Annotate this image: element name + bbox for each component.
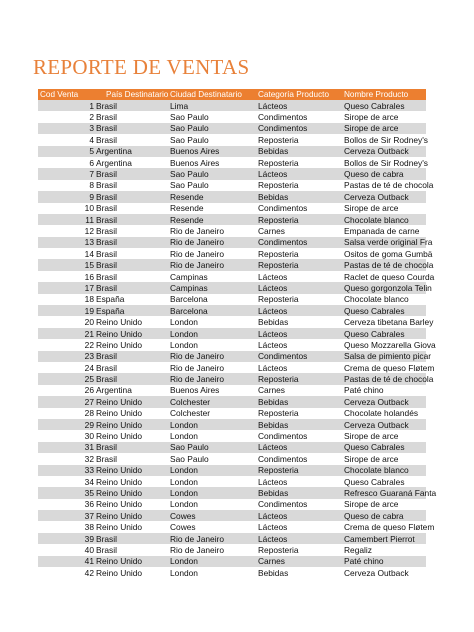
cell-pais: Reino Unido [96, 339, 143, 350]
table-row [38, 385, 426, 396]
cell-pais: Brasil [96, 169, 117, 180]
cell-pais: Argentina [96, 157, 132, 168]
cell-ciudad: Sao Paulo [170, 169, 209, 180]
cell-ciudad: Rio de Janeiro [170, 544, 225, 555]
report-title: REPORTE DE VENTAS [33, 55, 250, 79]
table-row [38, 453, 426, 464]
cell-categoria: Lácteos [258, 442, 288, 453]
cell-ciudad: Lima [170, 100, 189, 111]
cell-producto: Pastas de té de chocola [344, 374, 434, 385]
cell-producto: Queso Cabrales [344, 100, 405, 111]
cell-ciudad: London [170, 317, 198, 328]
cell-ciudad: London [170, 328, 198, 339]
cell-pais: Brasil [96, 191, 117, 202]
cell-cod-venta: 2 [89, 112, 94, 123]
table-row [38, 271, 435, 282]
cell-ciudad: Sao Paulo [170, 453, 209, 464]
cell-cod-venta: 9 [89, 191, 94, 202]
cell-categoria: Lácteos [258, 476, 288, 487]
table-row [38, 442, 426, 453]
table-row [38, 237, 433, 248]
cell-categoria: Condimentos [258, 123, 308, 134]
cell-cod-venta: 12 [84, 225, 94, 236]
cell-categoria: Lácteos [258, 510, 288, 521]
cell-ciudad: Resende [170, 214, 204, 225]
cell-producto: Sirope de arce [344, 453, 399, 464]
cell-cod-venta: 25 [84, 374, 94, 385]
cell-cod-venta: 38 [84, 522, 94, 533]
cell-cod-venta: 28 [84, 408, 94, 419]
cell-ciudad: London [170, 556, 198, 567]
cell-cod-venta: 27 [84, 396, 94, 407]
cell-producto: Bollos de Sir Rodney's [344, 134, 428, 145]
cell-categoria: Carnes [258, 225, 285, 236]
cell-producto: Cerveza Outback [344, 419, 409, 430]
table-row [38, 305, 426, 316]
cell-ciudad: London [170, 499, 198, 510]
table-header [38, 89, 426, 100]
cell-ciudad: Rio de Janeiro [170, 248, 225, 259]
cell-producto: Cerveza Outback [344, 146, 409, 157]
table-row [38, 294, 426, 305]
column-header-ciudad: Ciudad Destinatario [170, 90, 242, 99]
cell-pais: Reino Unido [96, 487, 143, 498]
cell-categoria: Carnes [258, 556, 285, 567]
cell-categoria: Bebidas [258, 317, 289, 328]
table-row [38, 339, 436, 350]
cell-categoria: Condimentos [258, 351, 308, 362]
cell-categoria: Lácteos [258, 282, 288, 293]
cell-categoria: Lácteos [258, 522, 288, 533]
cell-producto: Camembert Pierrot [344, 533, 415, 544]
table-row [38, 487, 437, 498]
cell-producto: Chocolate blanco [344, 465, 409, 476]
cell-ciudad: London [170, 476, 198, 487]
table-row [38, 396, 426, 407]
cell-ciudad: Barcelona [170, 305, 208, 316]
cell-cod-venta: 29 [84, 419, 94, 430]
column-header-pais: País Destinatario [106, 90, 169, 99]
cell-ciudad: London [170, 465, 198, 476]
cell-cod-venta: 6 [89, 157, 94, 168]
cell-pais: Brasil [96, 100, 117, 111]
cell-pais: Reino Unido [96, 419, 143, 430]
cell-producto: Chocolate holandés [344, 408, 419, 419]
cell-pais: Brasil [96, 203, 117, 214]
cell-cod-venta: 41 [84, 556, 94, 567]
table-row [38, 111, 426, 122]
cell-ciudad: Rio de Janeiro [170, 225, 225, 236]
cell-cod-venta: 39 [84, 533, 94, 544]
cell-pais: Brasil [96, 237, 117, 248]
cell-producto: Empanada de carne [344, 225, 420, 236]
cell-pais: Brasil [96, 453, 117, 464]
table-row [38, 408, 426, 419]
cell-categoria: Reposteria [258, 248, 299, 259]
cell-cod-venta: 7 [89, 169, 94, 180]
cell-ciudad: Resende [170, 191, 204, 202]
cell-cod-venta: 5 [89, 146, 94, 157]
cell-pais: Brasil [96, 225, 117, 236]
cell-ciudad: Campinas [170, 271, 208, 282]
cell-categoria: Condimentos [258, 431, 308, 442]
cell-pais: Reino Unido [96, 408, 143, 419]
cell-pais: Reino Unido [96, 396, 143, 407]
table-row [38, 134, 426, 145]
cell-categoria: Reposteria [258, 180, 299, 191]
table-row [38, 248, 433, 259]
cell-pais: Reino Unido [96, 567, 143, 578]
cell-cod-venta: 1 [89, 100, 94, 111]
cell-pais: Brasil [96, 271, 117, 282]
cell-pais: Brasil [96, 374, 117, 385]
cell-producto: Salsa verde original Fra [344, 237, 433, 248]
cell-producto: Ositos de goma Gumbä [344, 248, 433, 259]
cell-pais: Brasil [96, 362, 117, 373]
cell-categoria: Reposteria [258, 157, 299, 168]
cell-ciudad: Campinas [170, 282, 208, 293]
cell-pais: Reino Unido [96, 556, 143, 567]
cell-cod-venta: 20 [84, 317, 94, 328]
cell-pais: Reino Unido [96, 328, 143, 339]
cell-ciudad: London [170, 487, 198, 498]
cell-ciudad: Colchester [170, 396, 211, 407]
table-row [38, 328, 426, 339]
cell-producto: Regaliz [344, 544, 372, 555]
cell-pais: Argentina [96, 385, 132, 396]
table-row [38, 362, 435, 373]
cell-ciudad: Rio de Janeiro [170, 237, 225, 248]
cell-producto: Cerveza Outback [344, 396, 409, 407]
sales-table [38, 89, 437, 578]
cell-producto: Sirope de arce [344, 431, 399, 442]
cell-producto: Salsa de pimiento picar [344, 351, 432, 362]
cell-pais: Brasil [96, 112, 117, 123]
cell-ciudad: Buenos Aires [170, 146, 220, 157]
cell-categoria: Bebidas [258, 487, 289, 498]
cell-ciudad: London [170, 567, 198, 578]
cell-cod-venta: 16 [84, 271, 94, 282]
table-row [38, 521, 435, 533]
cell-pais: Brasil [96, 260, 117, 271]
cell-cod-venta: 40 [84, 544, 94, 555]
cell-categoria: Bebidas [258, 146, 289, 157]
cell-producto: Sirope de arce [344, 203, 399, 214]
cell-cod-venta: 30 [84, 431, 94, 442]
cell-categoria: Lácteos [258, 328, 288, 339]
cell-producto: Queso Cabrales [344, 328, 405, 339]
cell-producto: Queso gorgonzola Telin [344, 282, 432, 293]
cell-cod-venta: 21 [84, 328, 94, 339]
table-row [38, 499, 426, 510]
cell-producto: Cerveza tibetana Barley [344, 317, 434, 328]
cell-ciudad: Cowes [170, 510, 196, 521]
cell-categoria: Bebidas [258, 567, 289, 578]
cell-producto: Pastas de té de chocola [344, 260, 434, 271]
table-row [38, 567, 426, 578]
cell-cod-venta: 26 [84, 385, 94, 396]
cell-cod-venta: 19 [84, 305, 94, 316]
cell-cod-venta: 32 [84, 453, 94, 464]
cell-cod-venta: 34 [84, 476, 94, 487]
cell-categoria: Reposteria [258, 374, 299, 385]
cell-categoria: Condimentos [258, 237, 308, 248]
cell-ciudad: Rio de Janeiro [170, 260, 225, 271]
table-row [38, 203, 426, 214]
cell-pais: Reino Unido [96, 317, 143, 328]
cell-ciudad: Sao Paulo [170, 134, 209, 145]
cell-categoria: Condimentos [258, 499, 308, 510]
cell-pais: Brasil [96, 248, 117, 259]
cell-pais: Brasil [96, 282, 117, 293]
cell-ciudad: Sao Paulo [170, 442, 209, 453]
cell-categoria: Condimentos [258, 112, 308, 123]
cell-producto: Queso de cabra [344, 169, 404, 180]
table-row [38, 191, 426, 202]
cell-categoria: Lácteos [258, 305, 288, 316]
cell-producto: Sirope de arce [344, 499, 399, 510]
cell-cod-venta: 11 [85, 214, 94, 225]
cell-pais: España [96, 305, 125, 316]
cell-cod-venta: 23 [84, 351, 94, 362]
table-row [38, 168, 426, 179]
cell-ciudad: Buenos Aires [170, 385, 220, 396]
cell-categoria: Carnes [258, 385, 285, 396]
table-row [38, 510, 426, 521]
cell-cod-venta: 31 [84, 442, 94, 453]
cell-producto: Chocolate blanco [344, 294, 409, 305]
cell-producto: Paté chino [344, 556, 384, 567]
cell-categoria: Reposteria [258, 260, 299, 271]
cell-ciudad: London [170, 431, 198, 442]
cell-cod-venta: 36 [84, 499, 94, 510]
cell-producto: Sirope de arce [344, 123, 399, 134]
cell-categoria: Reposteria [258, 408, 299, 419]
cell-producto: Paté chino [344, 385, 384, 396]
table-row [38, 544, 426, 555]
cell-ciudad: Barcelona [170, 294, 208, 305]
cell-cod-venta: 14 [84, 248, 94, 259]
cell-producto: Sirope de arce [344, 112, 399, 123]
table-row [38, 351, 432, 362]
cell-categoria: Lácteos [258, 169, 288, 180]
table-body [38, 100, 437, 578]
cell-ciudad: Cowes [170, 522, 196, 533]
cell-cod-venta: 17 [84, 282, 94, 293]
cell-cod-venta: 42 [84, 567, 94, 578]
table-row [38, 214, 426, 225]
cell-pais: Brasil [96, 123, 117, 134]
cell-pais: Brasil [96, 544, 117, 555]
cell-pais: Reino Unido [96, 465, 143, 476]
cell-producto: Queso Cabrales [344, 305, 405, 316]
table-row [38, 123, 426, 134]
cell-ciudad: Rio de Janeiro [170, 533, 225, 544]
table-row [38, 146, 426, 157]
cell-producto: Queso Cabrales [344, 442, 405, 453]
cell-producto: Refresco Guaraná Fanta [344, 487, 437, 498]
cell-producto: Cerveza Outback [344, 191, 409, 202]
cell-producto: Queso Mozzarella Giova [344, 339, 436, 350]
table-row [38, 225, 426, 236]
cell-cod-venta: 24 [84, 362, 94, 373]
cell-producto: Queso Cabrales [344, 476, 405, 487]
table-row [38, 316, 434, 328]
cell-pais: Brasil [96, 180, 117, 191]
cell-categoria: Condimentos [258, 203, 308, 214]
cell-categoria: Lácteos [258, 362, 288, 373]
cell-categoria: Reposteria [258, 544, 299, 555]
cell-pais: Reino Unido [96, 431, 143, 442]
cell-cod-venta: 3 [89, 123, 94, 134]
table-row [38, 476, 426, 487]
table-row [38, 157, 426, 168]
cell-categoria: Bebidas [258, 191, 289, 202]
cell-pais: Brasil [96, 442, 117, 453]
cell-cod-venta: 8 [89, 180, 94, 191]
cell-categoria: Bebidas [258, 419, 289, 430]
cell-producto: Pastas de té de chocola [344, 180, 434, 191]
cell-categoria: Lácteos [258, 100, 288, 111]
cell-cod-venta: 13 [84, 237, 94, 248]
column-header-producto: Nombre Producto [344, 90, 409, 99]
cell-ciudad: Rio de Janeiro [170, 351, 225, 362]
cell-cod-venta: 22 [84, 339, 94, 350]
table-row [38, 533, 426, 544]
cell-pais: Brasil [96, 533, 117, 544]
cell-cod-venta: 33 [84, 465, 94, 476]
cell-producto: Cerveza Outback [344, 567, 409, 578]
cell-ciudad: Sao Paulo [170, 112, 209, 123]
table-row [38, 100, 426, 111]
cell-cod-venta: 18 [84, 294, 94, 305]
table-row [38, 373, 434, 385]
cell-pais: Reino Unido [96, 510, 143, 521]
cell-ciudad: Colchester [170, 408, 211, 419]
table-row [38, 180, 434, 191]
table-row [38, 430, 426, 441]
table-row [38, 556, 426, 567]
cell-pais: España [96, 294, 125, 305]
column-header-cod-venta: Cod Venta [40, 90, 79, 99]
cell-cod-venta: 10 [84, 203, 94, 214]
cell-pais: Brasil [96, 134, 117, 145]
cell-producto: Raclet de queso Courda [344, 271, 435, 282]
cell-pais: Reino Unido [96, 499, 143, 510]
cell-producto: Queso de cabra [344, 510, 404, 521]
cell-categoria: Reposteria [258, 465, 299, 476]
cell-ciudad: London [170, 339, 198, 350]
cell-ciudad: Buenos Aires [170, 157, 220, 168]
cell-cod-venta: 35 [84, 487, 94, 498]
cell-cod-venta: 37 [84, 510, 94, 521]
cell-pais: Argentina [96, 146, 132, 157]
cell-ciudad: Rio de Janeiro [170, 374, 225, 385]
cell-pais: Brasil [96, 351, 117, 362]
cell-pais: Brasil [96, 214, 117, 225]
cell-ciudad: Resende [170, 203, 204, 214]
cell-pais: Reino Unido [96, 522, 143, 533]
cell-pais: Reino Unido [96, 476, 143, 487]
cell-ciudad: London [170, 419, 198, 430]
cell-categoria: Condimentos [258, 453, 308, 464]
cell-producto: Chocolate blanco [344, 214, 409, 225]
table-row [38, 419, 426, 430]
cell-producto: Crema de queso Fløtem [344, 362, 435, 373]
cell-categoria: Lácteos [258, 533, 288, 544]
table-row [38, 259, 434, 271]
cell-cod-venta: 4 [89, 134, 94, 145]
table-row [38, 465, 426, 476]
cell-categoria: Reposteria [258, 294, 299, 305]
cell-ciudad: Sao Paulo [170, 123, 209, 134]
cell-categoria: Lácteos [258, 339, 288, 350]
cell-ciudad: Sao Paulo [170, 180, 209, 191]
cell-producto: Bollos de Sir Rodney's [344, 157, 428, 168]
cell-cod-venta: 15 [84, 260, 94, 271]
cell-categoria: Bebidas [258, 396, 289, 407]
cell-categoria: Lácteos [258, 271, 288, 282]
cell-categoria: Reposteria [258, 134, 299, 145]
cell-categoria: Reposteria [258, 214, 299, 225]
cell-ciudad: Rio de Janeiro [170, 362, 225, 373]
column-header-categoria: Categoría Producto [258, 90, 330, 99]
table-row [38, 282, 432, 293]
cell-producto: Crema de queso Fløtem [344, 522, 435, 533]
